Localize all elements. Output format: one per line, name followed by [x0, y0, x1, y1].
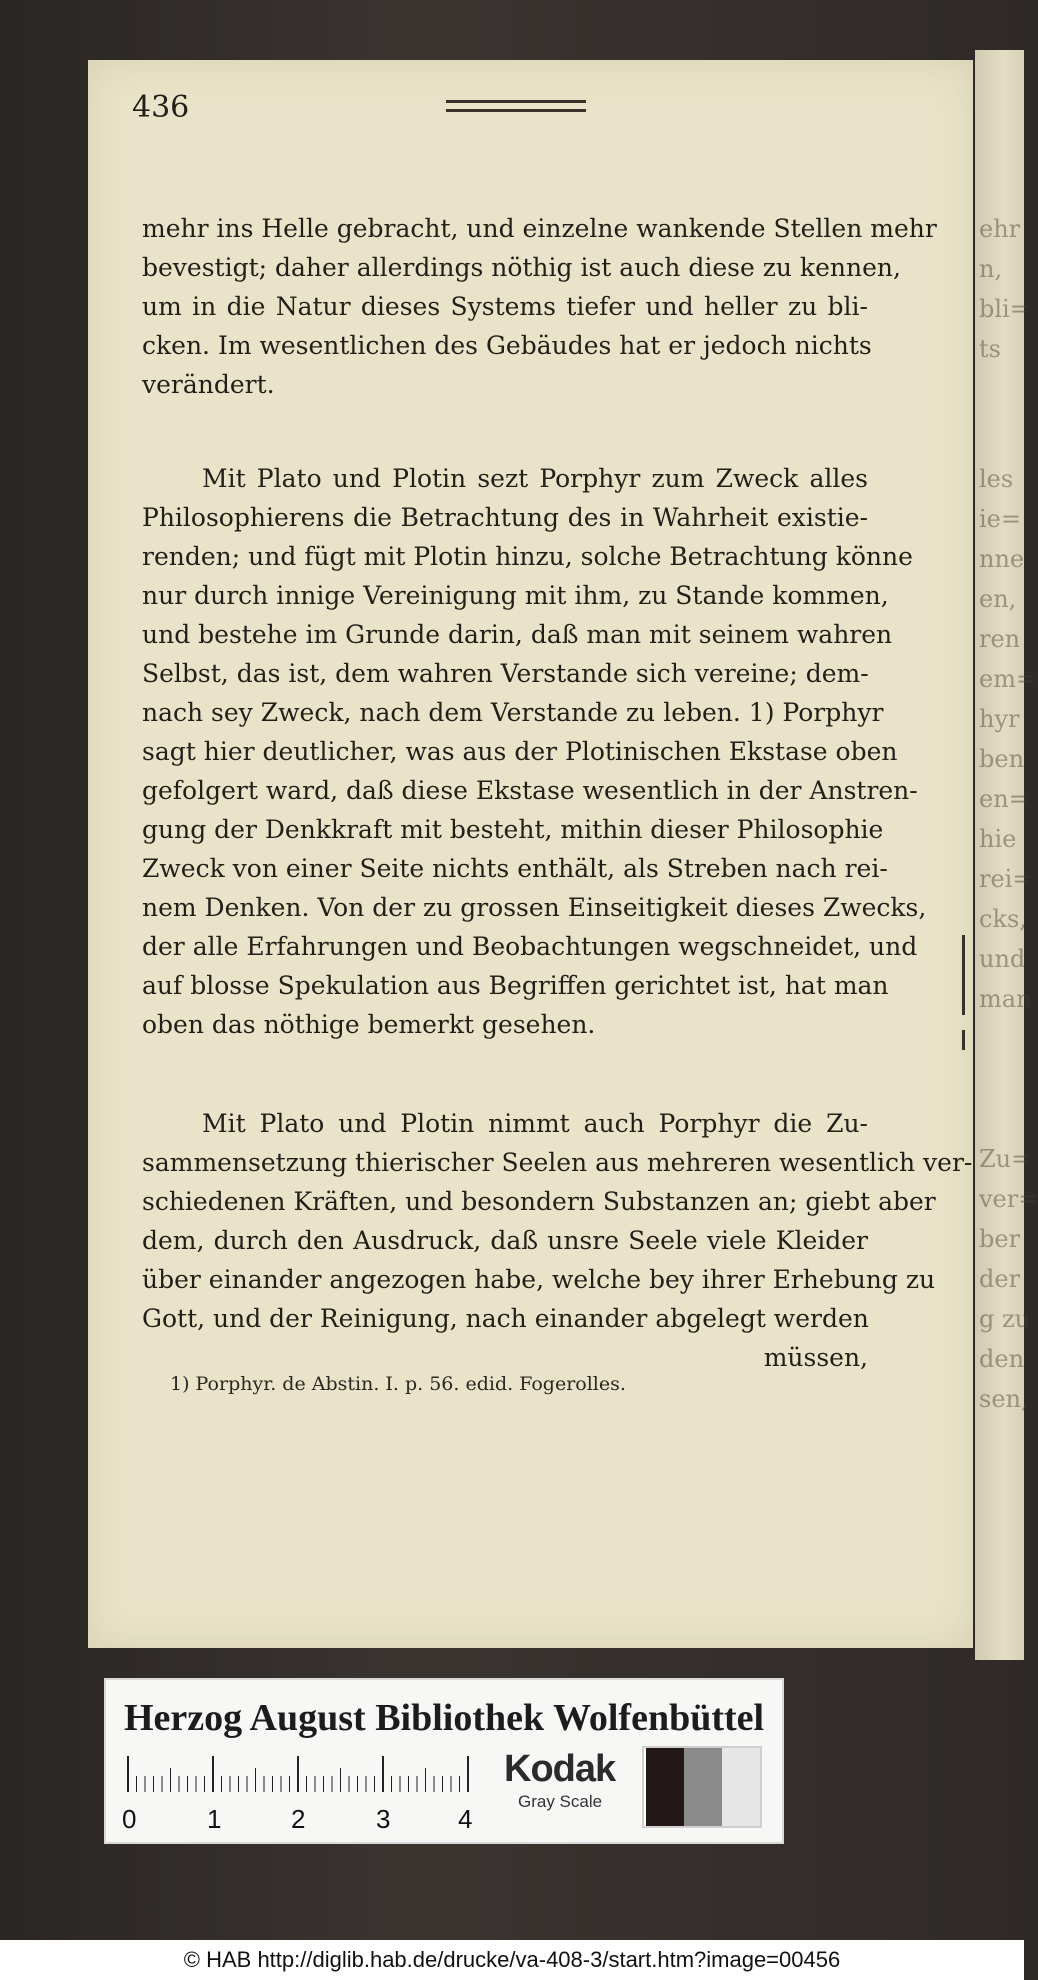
facing-page-edge	[975, 50, 1038, 1660]
text-line: nur durch innige Vereinigung mit ihm, zu Stande kommen,	[142, 581, 889, 610]
header-rule	[446, 100, 586, 112]
swatch-light	[722, 1748, 760, 1826]
scale-ruler	[126, 1756, 476, 1792]
ruler-label: 4	[458, 1804, 473, 1834]
text-line: cken. Im wesentlichen des Gebäudes hat er jedoch nichts	[142, 331, 872, 360]
text-line: gung der Denkkraft mit besteht, mithin dieser Philosophie	[142, 815, 884, 844]
text-line: sagt hier deutlicher, was aus der Plotinischen Ekstase oben	[142, 737, 898, 766]
swatch-black	[646, 1748, 684, 1826]
text-line: auf blosse Spekulation aus Begriffen gerichtet ist, hat man	[142, 971, 889, 1000]
facing-page-fragment: ren	[979, 625, 1021, 653]
text-line: Philosophierens die Betrachtung des in Wahrheit existie-	[142, 503, 868, 532]
paragraph-3	[142, 1104, 973, 1377]
ruler-label: 3	[376, 1804, 391, 1834]
page-number: 436	[132, 90, 190, 125]
text-line: nem Denken. Von der zu grossen Einseitigkeit dieses Zwecks,	[142, 893, 927, 922]
text-line: nach sey Zweck, nach dem Verstande zu leben. 1) Porphyr	[142, 698, 884, 727]
text-line: Gott, und der Reinigung, nach einander abgelegt werden	[142, 1304, 869, 1333]
facing-page-fragment: ver=	[979, 1185, 1038, 1213]
facing-page-fragment: und	[979, 945, 1026, 973]
text-line: über einander angezogen habe, welche bey ihrer Erhebung zu	[142, 1265, 936, 1294]
gray-scale-label: Gray Scale	[518, 1792, 603, 1811]
text-line: oben das nöthige bemerkt gesehen.	[142, 1010, 596, 1039]
text-line: Selbst, das ist, dem wahren Verstande sich vereine; dem-	[142, 659, 869, 688]
facing-page-fragment: ts	[979, 335, 1001, 363]
footnote: 1) Porphyr. de Abstin. I. p. 56. edid. Fogerolles.	[170, 1373, 626, 1395]
swatch-gray	[684, 1748, 722, 1826]
text-line: Mit Plato und Plotin nimmt auch Porphyr die Zu-	[202, 1109, 868, 1138]
text-line: und bestehe im Grunde darin, daß man mit seinem wahren	[142, 620, 893, 649]
gray-swatches	[642, 1746, 762, 1828]
facing-page-fragment: ber	[979, 1225, 1021, 1253]
kodak-logo: Kodak	[504, 1748, 616, 1790]
facing-page-fragment: der	[979, 1265, 1021, 1293]
text-line: dem, durch den Ausdruck, daß unsre Seele viele Kleider	[142, 1226, 868, 1255]
text-line: verändert.	[142, 370, 275, 399]
text-line: Mit Plato und Plotin sezt Porphyr zum Zweck alles	[202, 464, 868, 493]
paragraph-2	[142, 459, 927, 1044]
facing-page-fragment: en=	[979, 785, 1029, 813]
facing-page-fragment: Zu=	[979, 1145, 1032, 1173]
text-line: der alle Erfahrungen und Beobachtungen wegschneidet, und	[142, 932, 918, 961]
facing-page-fragment: hyr	[979, 705, 1020, 733]
text-line: müssen,	[763, 1343, 868, 1372]
ruler-label: 0	[122, 1804, 137, 1834]
text-line: renden; und fügt mit Plotin hinzu, solche Betrachtung könne	[142, 542, 913, 571]
facing-page-fragment: n,	[979, 255, 1003, 283]
library-name: Herzog August Bibliothek Wolfenbüttel	[124, 1697, 765, 1739]
facing-page-fragment: hie	[979, 825, 1017, 853]
margin-mark	[962, 1030, 965, 1050]
facing-page-fragment: ehr	[979, 215, 1021, 243]
facing-page-fragment: em=	[979, 665, 1037, 693]
facing-page-fragment: ben	[979, 745, 1025, 773]
ruler-label: 2	[291, 1804, 306, 1834]
facing-page-fragment: cks,	[979, 905, 1027, 933]
text-line: bevestigt; daher allerdings nöthig ist auch diese zu kennen,	[142, 253, 901, 282]
facing-page-fragment: g zu	[979, 1305, 1031, 1333]
facing-page-fragment: rei=	[979, 865, 1033, 893]
paragraph-1	[142, 209, 937, 404]
facing-page-fragment: den	[979, 1345, 1025, 1373]
source-footer: © HAB http://diglib.hab.de/drucke/va-408-3/start.htm?image=00456	[0, 1940, 1024, 1980]
facing-page-fragment: bli=	[979, 295, 1030, 323]
facing-page-fragment: les	[979, 465, 1014, 493]
text-line: gefolgert ward, daß diese Ekstase wesentlich in der Anstren-	[142, 776, 918, 805]
ruler-label: 1	[207, 1804, 222, 1834]
text-line: um in die Natur dieses Systems tiefer und heller zu bli-	[142, 292, 868, 321]
facing-page-fragment: en,	[979, 585, 1017, 613]
color-calibration-card	[104, 1678, 784, 1844]
facing-page-fragment: man	[979, 985, 1032, 1013]
text-line: schiedenen Kräften, und besondern Substanzen an; giebt aber	[142, 1187, 936, 1216]
margin-mark	[962, 935, 965, 1015]
facing-page-fragment: nne	[979, 545, 1025, 573]
text-line: sammensetzung thierischer Seelen aus mehreren wesentlich ver-	[142, 1148, 973, 1177]
text-line: mehr ins Helle gebracht, und einzelne wankende Stellen mehr	[142, 214, 937, 243]
facing-page-fragment: ie=	[979, 505, 1021, 533]
text-line: Zweck von einer Seite nichts enthält, als Streben nach rei-	[142, 854, 888, 883]
facing-page-fragment: sen,	[979, 1385, 1029, 1413]
